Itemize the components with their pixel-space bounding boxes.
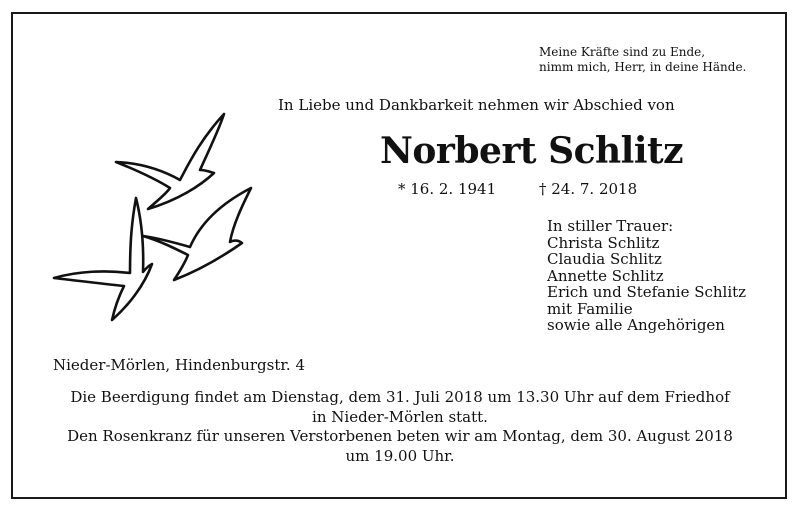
mourner-name: mit Familie (547, 299, 633, 318)
birth-date: * 16. 2. 1941 (398, 180, 497, 198)
mourner-name: Annette Schlitz (547, 266, 664, 285)
mourner-name: Erich und Stefanie Schlitz (547, 283, 747, 301)
funeral-line-1: Die Beerdigung findet am Dienstag, dem 31. Juli 2018 um 13.30 Uhr auf dem Friedhof (70, 388, 730, 406)
address: Nieder-Mörlen, Hindenburgstr. 4 (53, 356, 305, 374)
funeral-info (20, 388, 780, 466)
mourners-block (547, 218, 746, 334)
three-flying-birds-icon (50, 110, 260, 325)
funeral-line-3: Den Rosenkranz für unseren Verstorbenen beten wir am Montag, dem 30. August 2018 (67, 427, 733, 445)
motto-line-2: nimm mich, Herr, in deine Hände. (539, 60, 747, 74)
intro-text: In Liebe und Dankbarkeit nehmen wir Abschied von (278, 96, 675, 114)
deceased-name: Norbert Schlitz (380, 130, 684, 172)
motto-line-1: Meine Kräfte sind zu Ende, (539, 45, 706, 59)
funeral-line-4: um 19.00 Uhr. (345, 446, 455, 465)
mourner-name: sowie alle Angehörigen (547, 316, 725, 334)
motto (539, 45, 779, 75)
mourners-heading: In stiller Trauer: (547, 217, 674, 235)
mourner-name: Christa Schlitz (547, 233, 660, 252)
funeral-line-2: in Nieder-Mörlen statt. (312, 407, 488, 426)
death-date: † 24. 7. 2018 (539, 180, 638, 198)
mourner-name: Claudia Schlitz (547, 250, 662, 268)
